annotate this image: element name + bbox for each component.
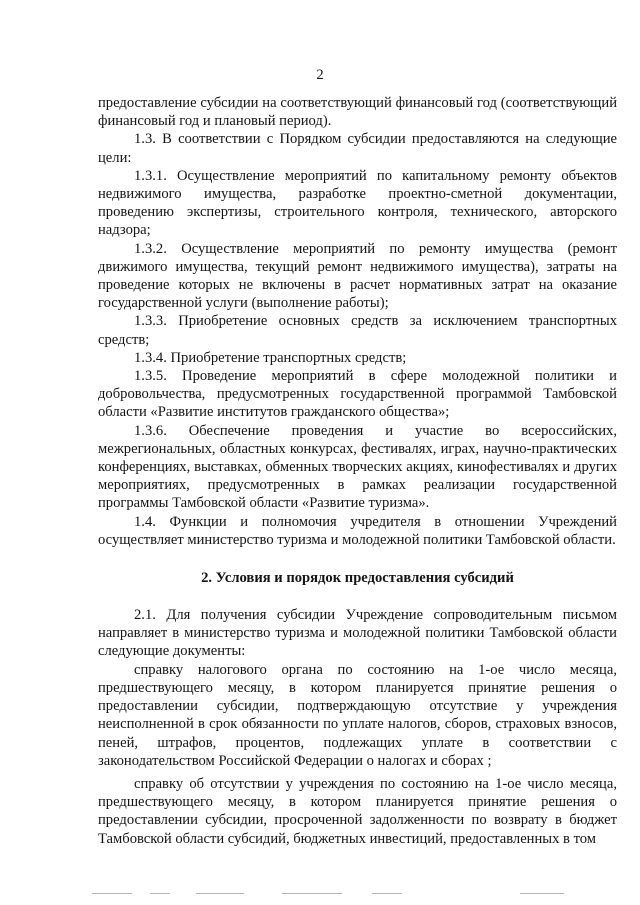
paragraph-p1_4: 1.4. Функции и полномочия учредителя в отношении Учреждений осуществляет министерство туризма и молодежной политики Тамбовской области. (98, 513, 617, 548)
section-2-body (98, 606, 617, 848)
paragraph-p1_3_1: 1.3.1. Осуществление мероприятий по капитальному ремонту объектов недвижимого имущества, разработке проектно-сметной документации, проведению экспертизы, строительного контроля, технического, авторского надзора; (98, 167, 617, 239)
paragraph-p1_3_4: 1.3.4. Приобретение транспортных средств; (134, 349, 407, 366)
paragraph-p1_3_6: 1.3.6. Обеспечение проведения и участие во всероссийских, межрегиональных, областных конкурсах, фестивалях, играх, научно-практических конференциях, выставках, обменных творческих акциях, кинофестивалях и других мероприятиях, предусмотренных в рамках реализации государственной программы Тамбовской области «Развитие туризма». (98, 422, 617, 512)
section-title: 2. Условия и порядок предоставления субсидий (201, 570, 514, 587)
paragraph-p1_3_5: 1.3.5. Проведение мероприятий в сфере молодежной политики и добровольчества, предусмотренных государственной программой Тамбовской области «Развитие институтов гражданского общества»; (98, 368, 617, 421)
paragraph-p1_3: 1.3. В соответствии с Порядком субсидии предоставляются на следующие цели: (98, 131, 617, 166)
paragraph-p1_3_3: 1.3.3. Приобретение основных средств за исключением транспортных средств; (98, 313, 617, 348)
paragraph-doc2: справку об отсутствии у учреждения по состоянию на 1-ое число месяца, предшествующего месяцу, в котором планируется принятие решения о предоставлении субсидии, просроченной задолженности по возврату в бюджет Тамбовской области субсидий, бюджетных инвестиций, предоставленных в том (98, 775, 617, 847)
paragraph-p1_3_2: 1.3.2. Осуществление мероприятий по ремонту имущества (ремонт движимого имущества, текущий ремонт недвижимого имущества), затраты на проведение которых не включены в расчет нормативных затрат на оказание государственной услуги (выполнение работы); (98, 240, 617, 312)
paragraph-cont: предоставление субсидии на соответствующий финансовый год (соответствующий финансовый год и плановый период). (98, 95, 617, 130)
document-body (98, 94, 617, 848)
paragraph-doc1: справку налогового органа по состоянию на 1-ое число месяца, предшествующего месяцу, в котором планируется принятие решения о предоставлении субсидии, подтверждающую отсутствие у учреждения неисполненной в срок обязанности по уплате налогов, сборов, страховых взносов, пеней, штрафов, процентов, подлежащих уплате в соответствии с законодательством Российской Федерации о налогах и сборах ; (98, 661, 617, 769)
scan-edge-marks (0, 891, 640, 897)
page-number: 2 (316, 67, 324, 83)
section-1-continuation (98, 94, 617, 549)
paragraph-p2_1: 2.1. Для получения субсидии Учреждение сопроводительным письмом направляет в министерство туризма и молодежной политики Тамбовской области следующие документы: (98, 607, 617, 660)
